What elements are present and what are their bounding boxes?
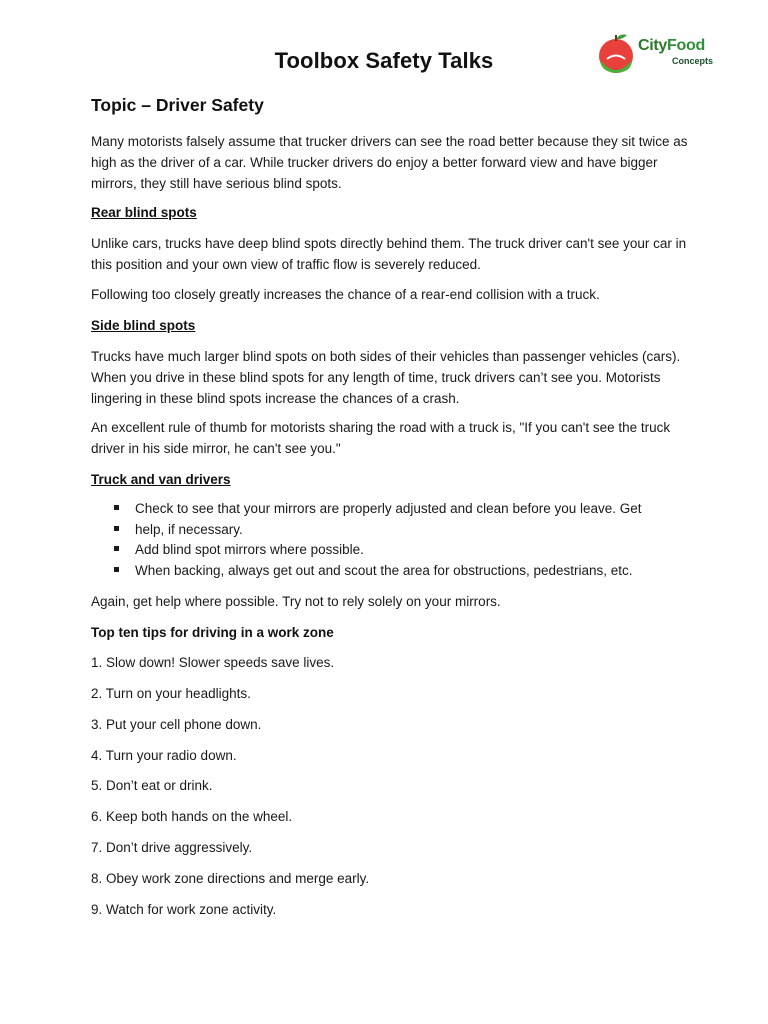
side-paragraph-2: An excellent rule of thumb for motorists sharing the road with a truck is, "If you can't see the truck driver in his side mirror, he can't see you.": [91, 420, 671, 456]
list-item-text: Add blind spot mirrors where possible.: [135, 542, 364, 557]
list-item-text: When backing, always get out and scout the area for obstructions, pedestrians, etc.: [135, 562, 633, 578]
truck-van-heading: Truck and van drivers: [91, 472, 231, 487]
tip-item: 3. Put your cell phone down.: [91, 717, 262, 732]
tip-item: 6. Keep both hands on the wheel.: [91, 809, 293, 824]
truck-after-paragraph: Again, get help where possible. Try not to rely solely on your mirrors.: [91, 594, 501, 609]
bullet-square-icon: [114, 505, 119, 510]
list-item: [91, 540, 711, 561]
page-title: Toolbox Safety Talks: [274, 48, 494, 73]
list-item: [91, 520, 711, 541]
tip-item: 7. Don’t drive aggressively.: [91, 840, 253, 855]
apple-icon: [598, 32, 638, 76]
bullet-square-icon: [114, 567, 119, 572]
list-item-text: help, if necessary.: [135, 521, 243, 537]
side-paragraph-1: Trucks have much larger blind spots on both sides of their vehicles than passenger vehicles (cars). When you drive in these blind spots for any length of time, truck drivers can’t see you. Motorists lingering in these blind spots increase the chances of a crash.: [91, 349, 681, 406]
tip-item: 9. Watch for work zone activity.: [91, 902, 277, 917]
tip-item: 8. Obey work zone directions and merge early.: [91, 871, 370, 886]
side-blind-spots-heading: Side blind spots: [91, 318, 196, 333]
logo-wordmark: [638, 37, 705, 55]
list-item-text: Check to see that your mirrors are properly adjusted and clean before you leave. Get: [135, 501, 642, 516]
bullet-square-icon: [114, 526, 119, 531]
bullet-square-icon: [114, 546, 119, 551]
rear-blind-spots-heading: Rear blind spots: [91, 205, 197, 220]
tip-item: 2. Turn on your headlights.: [91, 686, 251, 701]
tips-heading: Top ten tips for driving in a work zone: [91, 625, 334, 640]
logo-word-food: Food: [667, 37, 705, 54]
tip-item: 1. Slow down! Slower speeds save lives.: [91, 655, 335, 670]
logo-subtitle: Concepts: [672, 56, 714, 66]
intro-paragraph: Many motorists falsely assume that trucker drivers can see the road better because they sit twice as high as the driver of a car. While trucker drivers do enjoy a better forward view and have bigger mirrors, they still have serious blind spots.: [91, 134, 688, 191]
truck-bullet-list: [91, 499, 711, 581]
cityfood-logo: [598, 32, 718, 76]
topic-heading: Topic – Driver Safety: [91, 95, 264, 115]
list-item: [91, 561, 711, 582]
rear-paragraph-2: Following too closely greatly increases the chance of a rear-end collision with a truck.: [91, 287, 600, 302]
logo-word-city: City: [638, 37, 668, 54]
rear-paragraph-1: Unlike cars, trucks have deep blind spots directly behind them. The truck driver can't see your car in this position and your own view of traffic flow is severely reduced.: [91, 236, 687, 272]
list-item: [91, 499, 711, 520]
tip-item: 5. Don’t eat or drink.: [91, 778, 213, 793]
tip-item: 4. Turn your radio down.: [91, 748, 237, 763]
